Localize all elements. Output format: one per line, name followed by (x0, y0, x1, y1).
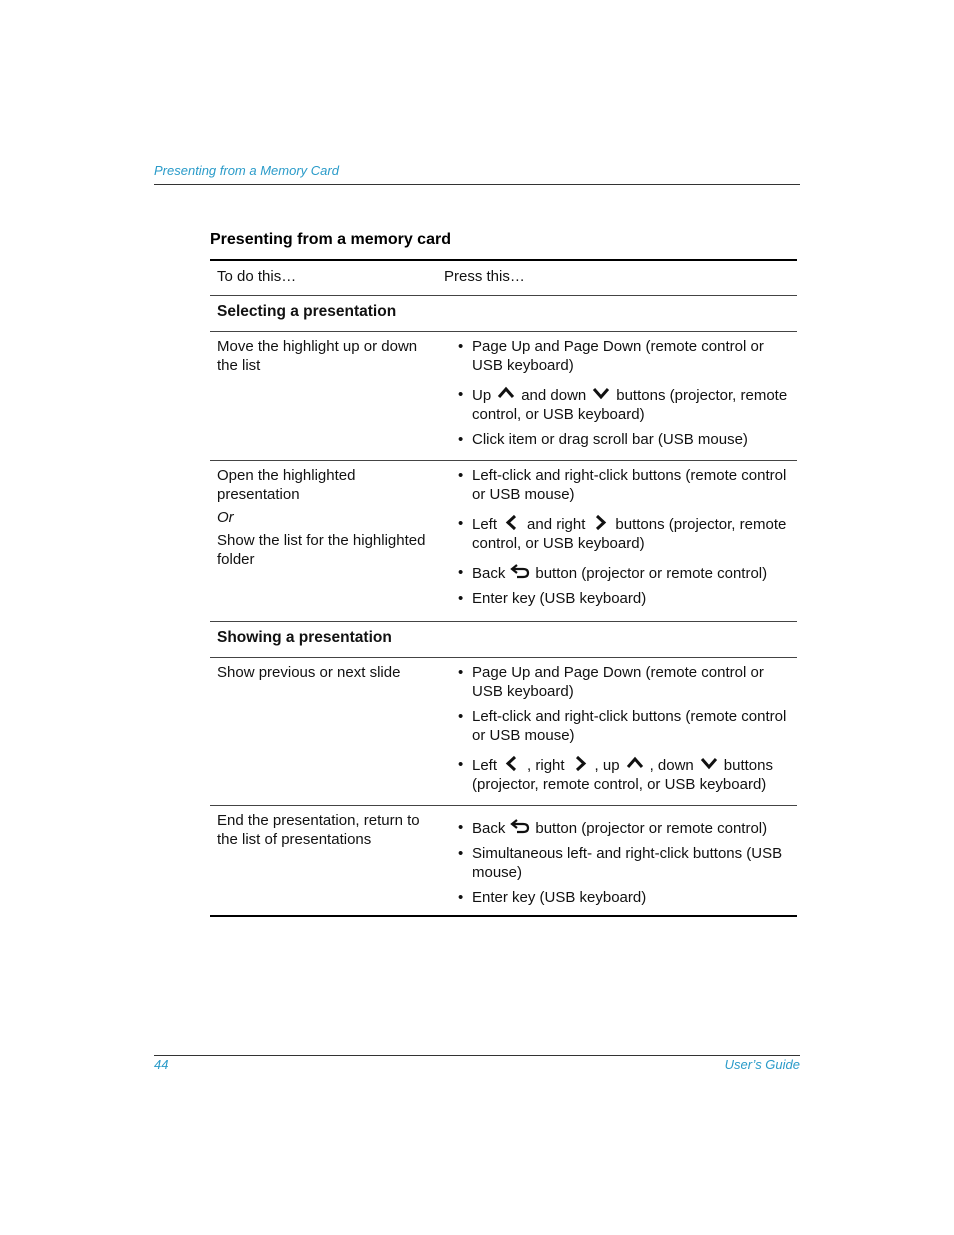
list-item: • Up and down buttons (projector, remote control, or USB keyboard) (444, 385, 789, 424)
col-header-press: Press this… (444, 268, 525, 285)
section-heading-row (210, 622, 797, 658)
footer-rule (154, 1055, 800, 1056)
guide-title: User’s Guide (724, 1057, 800, 1072)
list-item: • Enter key (USB keyboard) (444, 589, 789, 608)
list-item: • Left-click and right-click buttons (remote control or USB mouse) (444, 466, 789, 504)
press-list (444, 466, 789, 614)
col-header-action: To do this… (217, 268, 297, 285)
section-heading-selecting: Selecting a presentation (217, 303, 397, 320)
section-heading-row (210, 296, 797, 332)
press-list (444, 818, 789, 913)
table-row-move-highlight (210, 332, 797, 461)
list-item: • Left and right buttons (projector, remote control, or USB keyboard) (444, 514, 789, 553)
press-list (444, 337, 789, 455)
list-item: • Page Up and Page Down (remote control or USB keyboard) (444, 337, 789, 375)
action-text: Show previous or next slide (217, 664, 401, 681)
running-header-title: Presenting from a Memory Card (154, 163, 339, 178)
down-arrow-icon (699, 755, 719, 772)
list-item: • Back button (projector or remote control) (444, 818, 789, 838)
down-arrow-icon (591, 385, 611, 402)
list-item: • Left-click and right-click buttons (remote control or USB mouse) (444, 707, 789, 745)
right-arrow-icon (590, 514, 610, 531)
table-row-previous-next (210, 658, 797, 806)
action-text: End the presentation, return to the list of presentations (217, 812, 420, 848)
list-item: • Click item or drag scroll bar (USB mouse) (444, 430, 789, 449)
list-item: • Page Up and Page Down (remote control or USB keyboard) (444, 663, 789, 701)
table-header-row (210, 261, 797, 296)
page-number: 44 (154, 1057, 169, 1072)
list-item: • Simultaneous left- and right-click buttons (USB mouse) (444, 844, 789, 882)
up-arrow-icon (496, 385, 516, 402)
action-text: Move the highlight up or down the list (217, 338, 418, 374)
section-heading-showing: Showing a presentation (217, 629, 392, 646)
list-item: • Enter key (USB keyboard) (444, 888, 789, 907)
running-header (154, 163, 800, 185)
back-arrow-icon (510, 563, 530, 580)
list-item: • Left , right , up , down buttons (projector, remote control, or USB keyboard) (444, 755, 789, 794)
action-text: Show the list for the highlighted folder (217, 532, 426, 568)
left-arrow-icon (502, 514, 522, 531)
action-cell (217, 466, 437, 569)
shortcut-table (210, 259, 797, 917)
press-list (444, 663, 789, 800)
right-arrow-icon (570, 755, 590, 772)
action-text: Open the highlighted presentation (217, 467, 356, 503)
left-arrow-icon (502, 755, 522, 772)
table-title: Presenting from a memory card (210, 231, 451, 248)
back-arrow-icon (510, 818, 530, 835)
or-text: Or (217, 509, 234, 526)
table-row-open-presentation (210, 461, 797, 622)
list-item: • Back button (projector or remote control) (444, 563, 789, 583)
up-arrow-icon (625, 755, 645, 772)
table-row-end-presentation (210, 806, 797, 915)
